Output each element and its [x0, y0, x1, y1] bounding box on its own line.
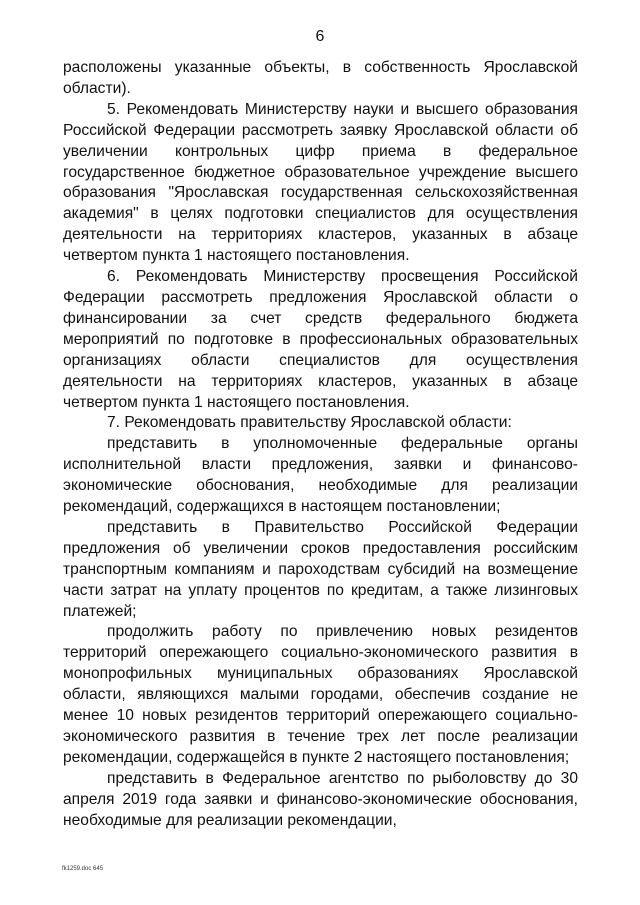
paragraph-item-5: 5. Рекомендовать Министерству науки и высшего образования Российской Федерации рассмотреть заявку Ярославской области об увеличении контрольных цифр приема в федеральное государственное бюджетное образовательное учреждение высшего образования "Ярославская государственная сельскохозяйственная академия" в целях подготовки специалистов для осуществления деятельности на территориях кластеров, указанных в абзаце четвертом пункта 1 настоящего постановления. [63, 100, 578, 265]
document-body [63, 58, 578, 832]
page-number: 6 [315, 28, 325, 45]
paragraph-item-6: 6. Рекомендовать Министерству просвещения Российской Федерации рассмотреть предложения Ярославской области о финансировании за счет средств федерального бюджета мероприятий по подготовке в профессиональных образовательных организациях области специалистов для осуществления деятельности на территориях кластеров, указанных в абзаце четвертом пункта 1 настоящего постановления. [63, 268, 578, 411]
paragraph-item-7-proposals: представить в уполномоченные федеральные органы исполнительной власти предложения, заявки и финансово-экономические обоснования, необходимые для реализации рекомендаций, содержащихся в настоящем постановлении; [63, 435, 578, 516]
paragraph-item-7-residents: продолжить работу по привлечению новых резидентов территорий опережающего социально-экономического развития в монопрофильных муниципальных образованиях Ярославской области, являющихся малыми городами, обеспечив создание не менее 10 новых резидентов территорий опережающего социально-экономического развития в течение трех лет после реализации рекомендации, содержащейся в пункте 2 настоящего постановления; [63, 623, 578, 766]
paragraph-item-7-heading: 7. Рекомендовать правительству Ярославской области: [107, 414, 512, 432]
paragraph-item-7-subsidies: представить в Правительство Российской Федерации предложения об увеличении сроков предоставления российским транспортным компаниям и пароходствам субсидий на возмещение части затрат на уплату процентов по кредитам, а также лизинговых платежей; [63, 518, 578, 620]
footer-document-code: fk1259.doc 645 [62, 866, 104, 872]
paragraph-continuation: расположены указанные объекты, в собственность Ярославской области). [63, 59, 578, 97]
paragraph-item-7-fisheries: представить в Федеральное агентство по рыболовству до 30 апреля 2019 года заявки и финансово-экономические обоснования, необходимые для реализации рекомендации, [63, 769, 578, 829]
